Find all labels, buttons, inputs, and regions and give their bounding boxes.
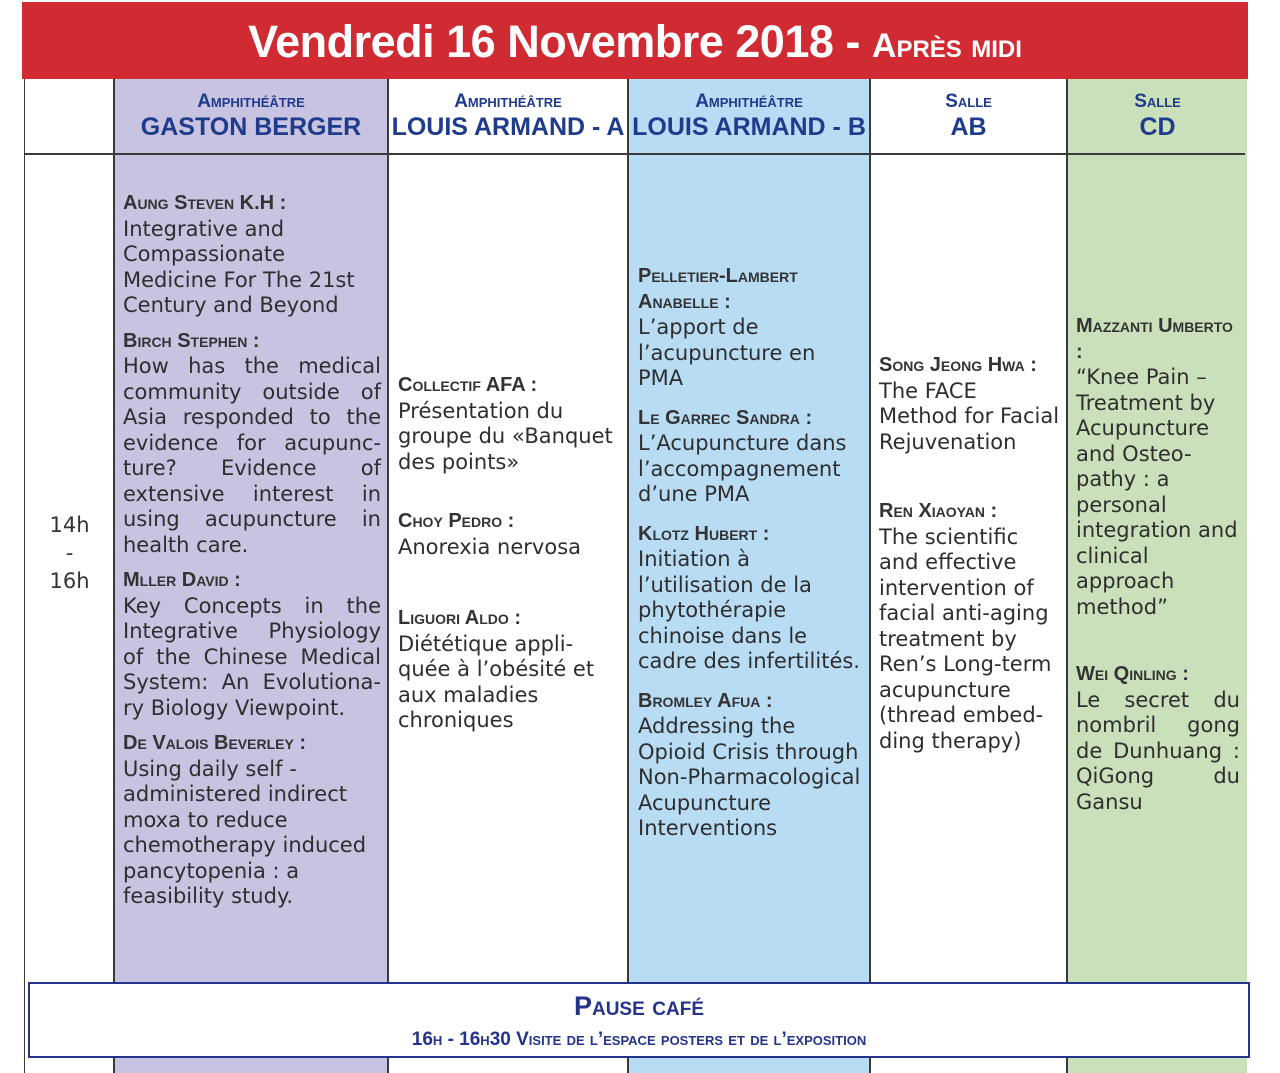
talk bbox=[398, 606, 623, 734]
column-header-salle-ab bbox=[871, 79, 1066, 153]
column-header-louis-armand-b bbox=[629, 79, 869, 153]
time-slot bbox=[25, 511, 114, 595]
talk-title: Initiation à l’utilisation de la phytothérapie chinoise dans le cadre des infertilités. bbox=[638, 547, 860, 673]
talk-title: L’Acupuncture dans l’accompagnement d’une PMA bbox=[638, 431, 847, 506]
speaker-name: Collectif AFA : bbox=[398, 374, 538, 396]
talk-title: Integrative and Compassionate Medicine For The 21st Century and Beyond bbox=[123, 216, 355, 317]
time-separator: - bbox=[65, 541, 74, 565]
column-header-line1: Amphithéâtre bbox=[197, 91, 305, 112]
talk bbox=[638, 406, 866, 508]
cell-gaston-berger bbox=[123, 191, 381, 920]
speaker-name: Ren Xiaoyan : bbox=[879, 500, 998, 522]
talk-title: “Knee Pain – Treatment by Acupuncture and Osteo-pathy : a personal integration and clinical approach method” bbox=[1076, 365, 1238, 619]
divider bbox=[869, 79, 871, 1073]
speaker-name: Mazzanti Umberto : bbox=[1076, 315, 1233, 363]
pause-cafe-box bbox=[28, 982, 1250, 1058]
talk bbox=[638, 264, 866, 392]
talk-title: L’apport de l’acupuncture en PMA bbox=[638, 315, 816, 390]
speaker-name: Bromley Afua : bbox=[638, 689, 773, 712]
speaker-name: Liguori Aldo : bbox=[398, 607, 522, 629]
speaker-name: Klotz Hubert : bbox=[638, 522, 770, 545]
header-divider bbox=[25, 153, 1245, 155]
speaker-name: Wei Qinling : bbox=[1076, 663, 1189, 685]
speaker-name: De Valois Beverley : bbox=[123, 732, 307, 754]
talk bbox=[123, 329, 381, 559]
schedule-grid bbox=[24, 79, 1246, 1073]
speaker-name: Aung Steven K.H : bbox=[123, 192, 287, 214]
column-header-line2: LOUIS ARMAND - A bbox=[391, 113, 625, 141]
cell-louis-armand-b bbox=[638, 264, 866, 852]
column-header-line1: Salle bbox=[1134, 91, 1181, 112]
talk bbox=[123, 568, 381, 721]
time-start: 14h bbox=[49, 513, 90, 537]
speaker-name: Le Garrec Sandra : bbox=[638, 406, 813, 429]
column-header-salle-cd bbox=[1068, 79, 1247, 153]
talk bbox=[398, 509, 623, 560]
time-end: 16h bbox=[49, 569, 90, 593]
column-header-line2: LOUIS ARMAND - B bbox=[632, 113, 866, 141]
column-header-line1: Amphithéâtre bbox=[695, 91, 803, 112]
column-header-line2: GASTON BERGER bbox=[140, 113, 362, 141]
day-banner bbox=[22, 2, 1248, 79]
talk bbox=[879, 499, 1061, 754]
talk bbox=[123, 191, 381, 319]
talk-title: Key Concepts in the Integrative Physiology of the Chinese Medical System: An Evolutiona-ry Biology Viewpoint. bbox=[123, 593, 381, 720]
talk bbox=[879, 353, 1061, 455]
column-header-line1: Salle bbox=[945, 91, 992, 112]
speaker-name: Pelletier-Lambert Anabelle : bbox=[638, 265, 798, 313]
column-header-line1: Amphithéâtre bbox=[454, 91, 562, 112]
column-header-gaston-berger bbox=[115, 79, 387, 153]
cell-salle-cd bbox=[1076, 314, 1240, 825]
talk-title: Addressing the Opioid Crisis through Non-Pharmacological Acupuncture Interventions bbox=[638, 714, 861, 840]
talk-title: How has the medical community outside of Asia responded to the evidence for acupunc-ture? Evidence of extensive interest in using acupuncture in health care. bbox=[123, 354, 381, 557]
talk bbox=[1076, 314, 1240, 620]
talk bbox=[638, 689, 866, 842]
speaker-name: Song Jeong Hwa : bbox=[879, 354, 1037, 376]
divider bbox=[1066, 79, 1068, 1073]
speaker-name: Birch Stephen : bbox=[123, 329, 260, 352]
column-header-louis-armand-a bbox=[389, 79, 627, 153]
talk bbox=[398, 373, 623, 475]
cell-salle-ab bbox=[879, 353, 1061, 764]
talk-title: Diététique appli-quée à l’obésité et aux maladies chroniques bbox=[398, 631, 595, 732]
talk-title: The scientific and effective intervention of facial anti-aging treatment by Ren’s Long-term acupuncture (thread embed-ding therapy) bbox=[879, 524, 1052, 753]
cell-louis-armand-a bbox=[398, 373, 623, 744]
talk bbox=[638, 522, 866, 675]
talk-title: Using daily self - administered indirect moxa to reduce chemotherapy induced pancytopenia : a feasibility study. bbox=[123, 756, 367, 908]
banner-title: Vendredi 16 Novembre 2018 - bbox=[248, 16, 872, 67]
talk bbox=[123, 731, 381, 910]
divider bbox=[387, 79, 389, 1073]
speaker-name: Mller David : bbox=[123, 569, 241, 591]
talk bbox=[1076, 662, 1240, 815]
banner-subtitle: Après midi bbox=[871, 27, 1022, 65]
pause-details: 16h - 16h30 Visite de l’espace posters et de l’exposition bbox=[411, 1029, 867, 1050]
talk-title: The FACE Method for Facial Rejuvenation bbox=[879, 378, 1060, 454]
divider bbox=[627, 79, 629, 1073]
column-header-line2: AB bbox=[950, 113, 987, 141]
column-header-line2: CD bbox=[1139, 113, 1176, 141]
talk-title: Le secret du nombril gong de Dunhuang : QiGong du Gansu bbox=[1076, 687, 1240, 814]
talk-title: Anorexia nervosa bbox=[398, 534, 582, 559]
pause-title: Pause café bbox=[573, 991, 705, 1021]
speaker-name: Choy Pedro : bbox=[398, 510, 515, 532]
talk-title: Présentation du groupe du «Banquet des points» bbox=[398, 398, 613, 474]
